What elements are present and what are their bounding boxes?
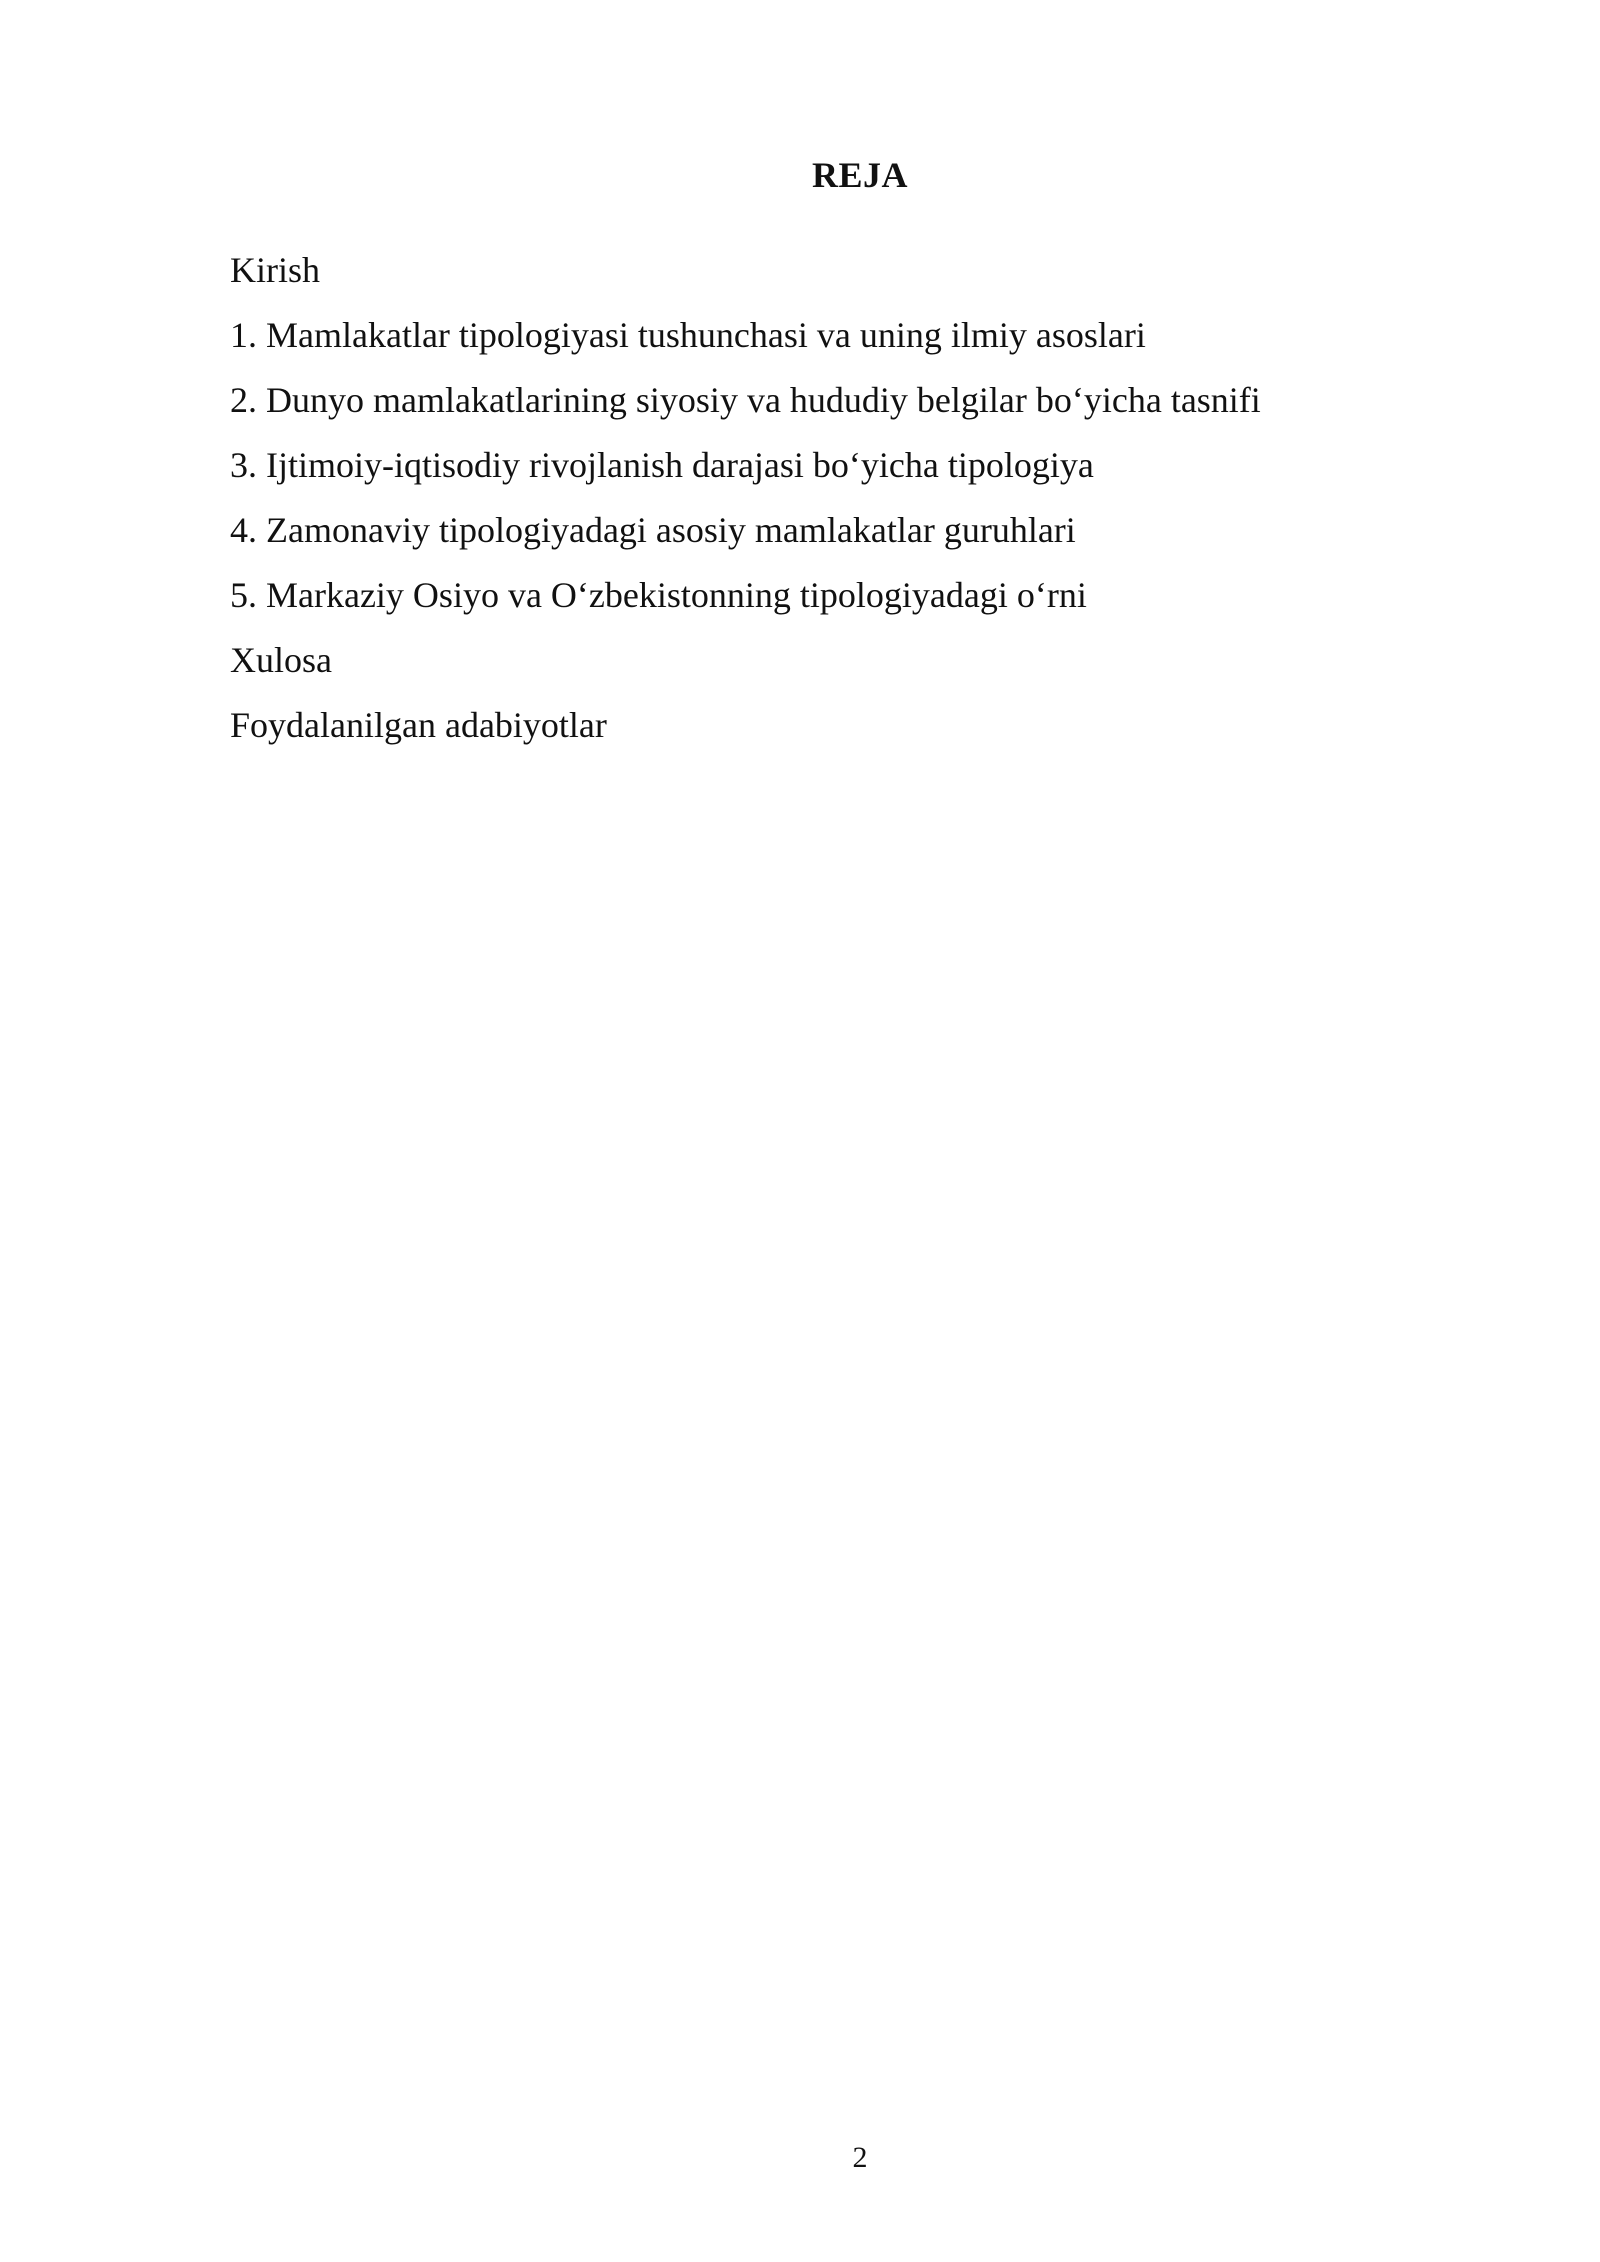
plan-item-5: 5. Markaziy Osiyo va O‘zbekistonning tipologiyadagi o‘rni — [230, 575, 1087, 615]
plan-item-2: 2. Dunyo mamlakatlarining siyosiy va hududiy belgilar bo‘yicha tasnifi — [230, 380, 1261, 420]
plan-list — [230, 238, 1261, 758]
page-title: REJA — [811, 155, 908, 195]
plan-item-3: 3. Ijtimoiy-iqtisodiy rivojlanish darajasi bo‘yicha tipologiya — [230, 445, 1094, 485]
plan-item-1: 1. Mamlakatlar tipologiyasi tushunchasi va uning ilmiy asoslari — [230, 315, 1146, 355]
plan-item-introduction: Kirish — [230, 250, 320, 290]
page-number: 2 — [852, 2141, 868, 2174]
plan-item-4: 4. Zamonaviy tipologiyadagi asosiy mamlakatlar guruhlari — [230, 510, 1076, 550]
plan-item-conclusion: Xulosa — [230, 640, 332, 680]
plan-item-references: Foydalanilgan adabiyotlar — [230, 705, 607, 745]
